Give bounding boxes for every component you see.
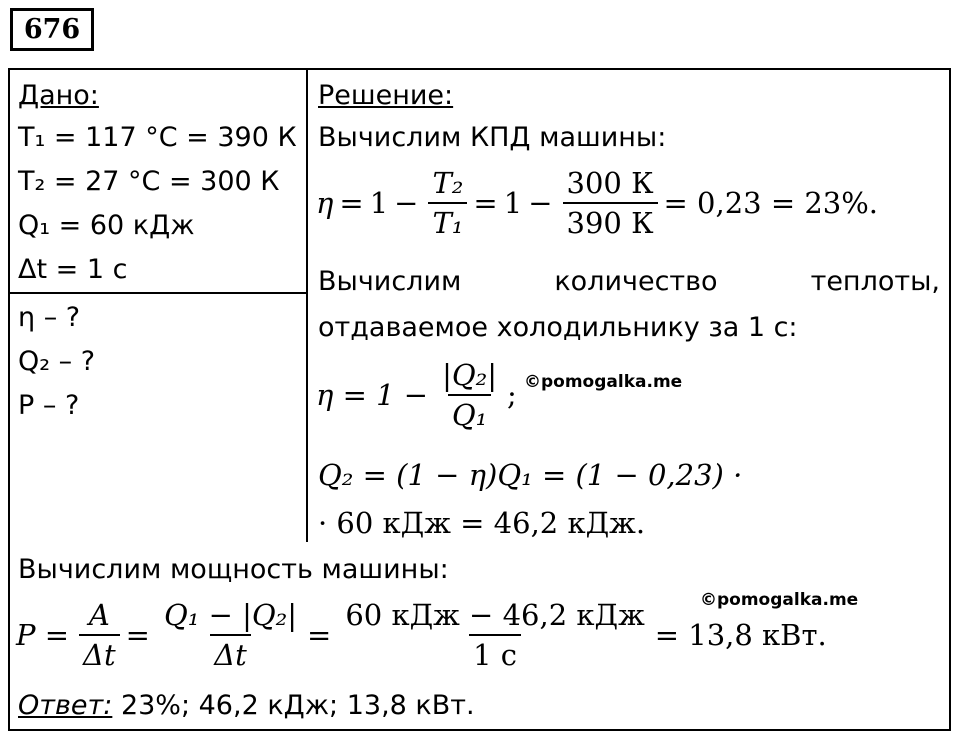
numerator-abs-q2: |Q₂| — [442, 358, 498, 392]
equation-q2-line1: Q₂ = (1 − η)Q₁ = (1 − 0,23) · — [318, 458, 743, 492]
answer-line — [18, 690, 475, 722]
numerator-q-diff: Q₁ − |Q₂| — [163, 598, 298, 632]
answer-text: 23%; 46,2 кДж; 13,8 кВт. — [120, 690, 475, 721]
find-line-eta: η – ? — [18, 302, 81, 333]
watermark-2: ©pomogalka.me — [700, 590, 859, 610]
numerator-values: 60 кДж − 46,2 кДж — [345, 598, 645, 632]
step1-text: Вычислим КПД машины: — [318, 122, 667, 153]
step3-text: Вычислим мощность машины: — [18, 554, 449, 585]
fraction-q2-q1 — [438, 358, 501, 432]
denominator-q1: Q₁ — [448, 394, 491, 432]
column-divider — [306, 68, 308, 542]
solution-header: Решение: — [318, 80, 454, 111]
eq-sign: = — [339, 186, 364, 220]
equation-power — [16, 598, 833, 672]
fraction-a-dt — [79, 598, 120, 672]
step2-word-2: количество — [554, 266, 718, 297]
one: 1 — [369, 186, 389, 220]
minus-sign: − — [394, 186, 419, 220]
minus-sign-b: − — [528, 186, 553, 220]
answer-label: Ответ: — [18, 690, 113, 721]
step2-line2: отдаваемое холодильнику за 1 с: — [318, 312, 798, 343]
numerator-t2: T₂ — [432, 166, 464, 200]
fraction-t2-t1 — [428, 166, 467, 240]
given-line-t2: T₂ = 27 °C = 300 К — [18, 166, 280, 197]
find-line-q2: Q₂ – ? — [18, 346, 96, 377]
step2-word-1: Вычислим — [318, 266, 462, 297]
power-lhs: P = — [16, 618, 70, 652]
given-line-dt: Δt = 1 с — [18, 254, 128, 285]
find-line-p: P – ? — [18, 390, 80, 421]
fraction-q-dt — [160, 598, 301, 672]
numerator-300k: 300 К — [566, 166, 654, 200]
eq-sign-b: = — [307, 618, 332, 652]
denominator-dt: Δt — [79, 634, 120, 672]
fraction-300-390 — [563, 166, 658, 240]
efficiency-result: = 0,23 = 23%. — [663, 186, 879, 220]
fraction-values — [341, 598, 648, 672]
numerator-a: A — [88, 598, 110, 632]
problem-number: 676 — [10, 8, 94, 51]
equation-q2-line2: · 60 кДж = 46,2 кДж. — [318, 506, 646, 540]
equation-efficiency-q — [316, 358, 523, 432]
step2-line1 — [318, 266, 940, 298]
equation-efficiency — [316, 166, 884, 240]
eq-sign-a: = — [125, 618, 150, 652]
eq-sign-2: = — [473, 186, 498, 220]
denominator-t1: T₁ — [428, 202, 467, 240]
given-line-q1: Q₁ = 60 кДж — [18, 210, 195, 241]
eq2-semicolon: ; — [507, 378, 517, 412]
denominator-390k: 390 К — [563, 202, 658, 240]
one-b: 1 — [503, 186, 523, 220]
step2-word-3: теплоты, — [810, 266, 940, 297]
denominator-dt-2: Δt — [210, 634, 251, 672]
watermark-1: ©pomogalka.me — [524, 372, 683, 392]
given-line-t1: T₁ = 117 °C = 390 К — [18, 122, 297, 153]
given-find-divider — [8, 292, 307, 294]
eta-symbol: η — [316, 186, 334, 220]
given-header: Дано: — [18, 80, 99, 111]
denominator-1s: 1 с — [469, 634, 521, 672]
eq2-lhs: η = 1 − — [316, 378, 429, 412]
power-result: = 13,8 кВт. — [654, 618, 827, 652]
